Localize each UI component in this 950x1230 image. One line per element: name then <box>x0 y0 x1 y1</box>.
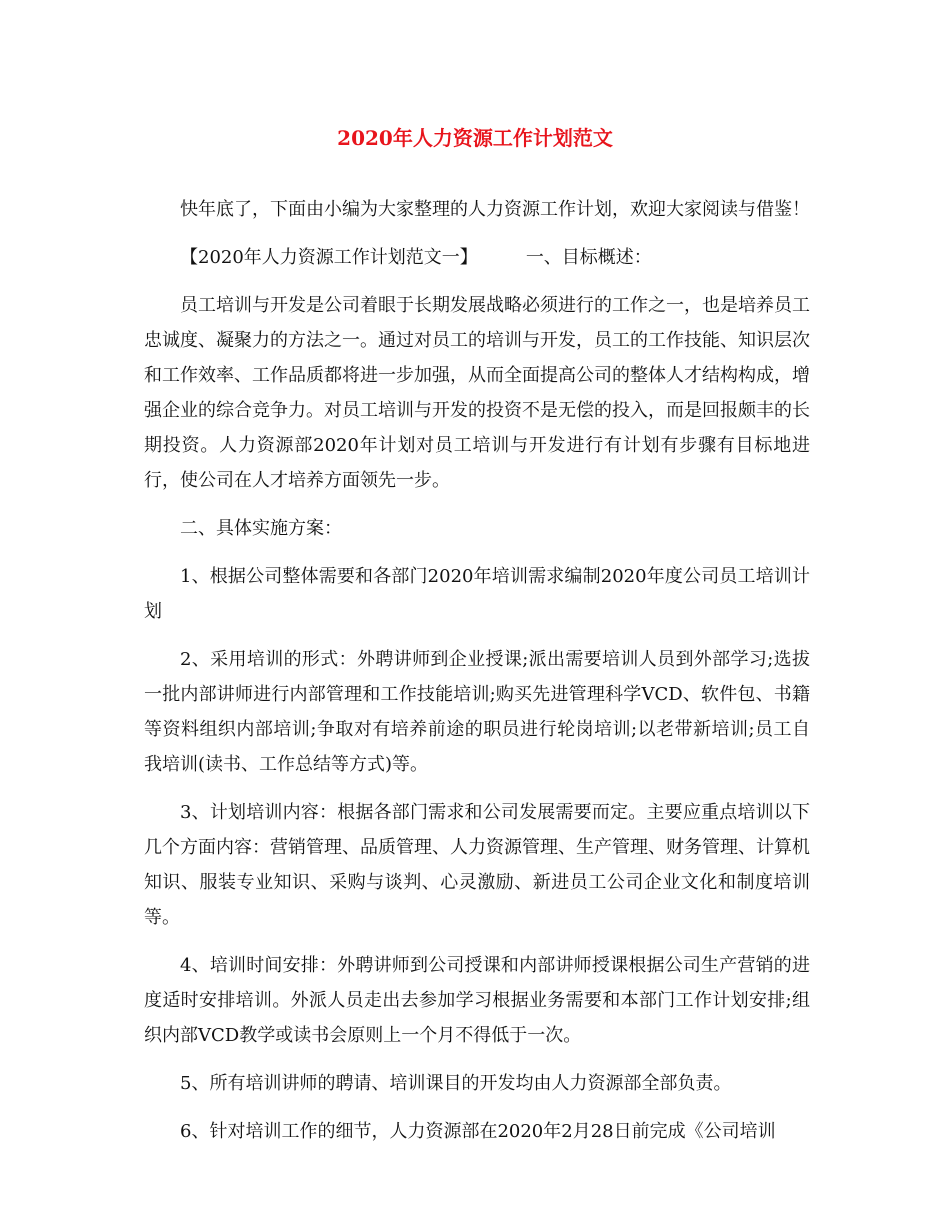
plan-item-5: 5、所有培训讲师的聘请、培训课目的开发均由人力资源部全部负责。 <box>180 1073 732 1094</box>
document-body <box>144 192 810 1162</box>
objective-heading: 一、目标概述： <box>525 247 652 268</box>
plan-heading: 二、具体实施方案： <box>180 518 342 539</box>
section-heading-line <box>144 240 810 275</box>
plan-item-3: 3、计划培训内容：根据各部门需求和公司发展需要而定。主要应重点培训以下几个方面内容：营销管理、品质管理、人力资源管理、生产管理、财务管理、计算机知识、服装专业知识、采购与谈判、心灵激励、新进员工公司企业文化和制度培训等。 <box>144 802 810 928</box>
plan-item-6: 6、针对培训工作的细节，人力资源部在2020年2月28日前完成《公司培训 <box>180 1121 776 1142</box>
document-title: 2020年人力资源工作计划范文 <box>337 126 613 150</box>
plan-item-4: 4、培训时间安排：外聘讲师到公司授课和内部讲师授课根据公司生产营销的进度适时安排培训。外派人员走出去参加学习根据业务需要和本部门工作计划安排;组织内部VCD教学或读书会原则上一个月不得低于一次。 <box>144 955 810 1046</box>
plan-item-1: 1、根据公司整体需要和各部门2020年培训需求编制2020年度公司员工培训计划 <box>144 566 810 622</box>
section-heading: 【2020年人力资源工作计划范文一】 <box>180 247 478 268</box>
objective-paragraph: 员工培训与开发是公司着眼于长期发展战略必须进行的工作之一，也是培养员工忠诚度、凝聚力的方法之一。通过对员工的培训与开发，员工的工作技能、知识层次和工作效率、工作品质都将进一步加强，从而全面提高公司的整体人才结构构成，增强企业的综合竞争力。对员工培训与开发的投资不是无偿的投入，而是回报颇丰的长期投资。人力资源部2020年计划对员工培训与开发进行有计划有步骤有目标地进行，使公司在人才培养方面领先一步。 <box>144 295 810 491</box>
plan-item-2: 2、采用培训的形式：外聘讲师到企业授课;派出需要培训人员到外部学习;选拔一批内部讲师进行内部管理和工作技能培训;购买先进管理科学VCD、软件包、书籍等资料组织内部培训;争取对有培养前途的职员进行轮岗培训;以老带新培训;员工自我培训(读书、工作总结等方式)等。 <box>144 649 810 775</box>
intro-paragraph: 快年底了，下面由小编为大家整理的人力资源工作计划，欢迎大家阅读与借鉴！ <box>180 199 810 220</box>
